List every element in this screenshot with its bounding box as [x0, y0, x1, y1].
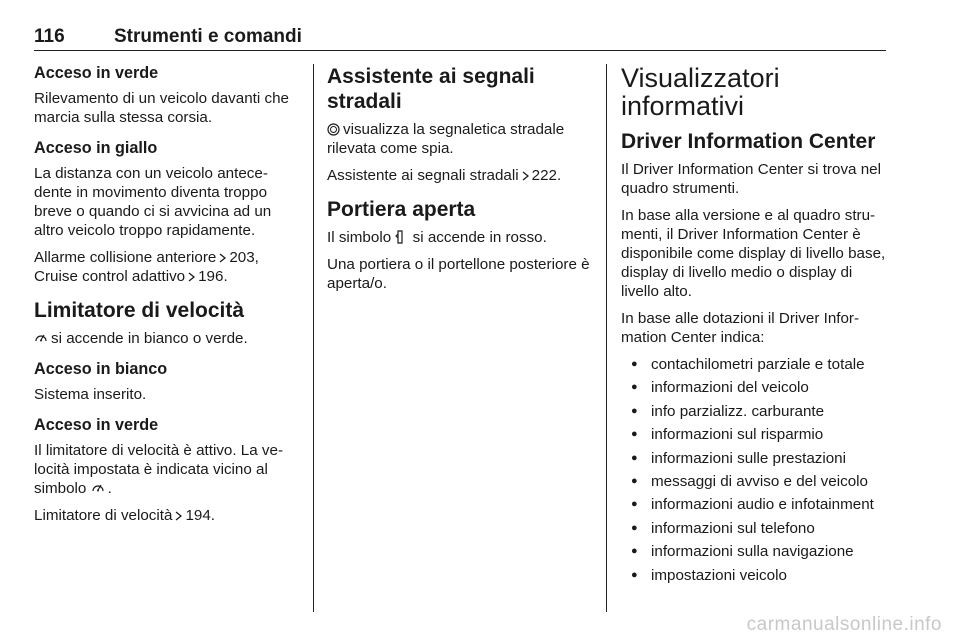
column-divider-2	[606, 64, 607, 612]
list-item: ● messaggi di avviso e del veicolo	[621, 472, 887, 491]
ref-link-collision[interactable]: Allarme collisione anteriore	[34, 249, 217, 266]
list-item: ● informazioni sulle prestazioni	[621, 449, 887, 468]
heading-traffic-sign-assistant: Assistente ai segnali stradali	[327, 65, 535, 113]
limiter-active-period: .	[107, 480, 112, 497]
door-text-a: Il simbolo	[327, 229, 392, 246]
paragraph-white-on: Sistema inserito.	[34, 386, 147, 403]
page-ref-arrow-icon	[175, 511, 182, 521]
subheading-white-on: Acceso in bianco	[34, 360, 168, 378]
cross-reference-paragraph	[34, 248, 302, 286]
heading-driver-info-center: Driver Information Center	[621, 130, 876, 153]
list-item: ● informazioni audio e infotainment	[621, 495, 887, 514]
page-ref-arrow-icon	[522, 171, 529, 181]
traffic-sign-icon	[327, 123, 340, 136]
speed-limiter-text: si accende in bianco o verde.	[51, 330, 248, 347]
page-number: 116	[34, 26, 65, 47]
limiter-active-text: Il limitatore di velocità è attivo. La ve-locità impostata è indicata vicino al simbolo	[34, 442, 284, 497]
list-item: ● impostazioni veicolo	[621, 566, 887, 585]
speed-limiter-icon	[91, 481, 105, 495]
speed-limiter-icon	[34, 331, 48, 345]
paragraph-dic-versions: In base alla versione e al quadro stru-menti, il Driver Information Center è disponibile come display di livello base, display di livello medio o display di livello alto.	[621, 207, 886, 300]
subheading-green-on: Acceso in verde	[34, 64, 159, 82]
paragraph-dic-location: Il Driver Information Center si trova nel quadro strumenti.	[621, 161, 881, 197]
list-item: ● informazioni del veicolo	[621, 378, 887, 397]
paragraph-door-symbol	[327, 228, 595, 247]
column-2	[327, 64, 595, 301]
door-text-b: si accende in rosso.	[412, 229, 547, 246]
paragraph-yellow-on: La distanza con un veicolo antece-dente in movimento diventa troppo breve o quando ci si avvicina ad un altro veicolo troppo rapidamente.	[34, 165, 272, 239]
ref-link-cruise[interactable]: Cruise control adattivo	[34, 268, 186, 285]
ref-page-collision: 203,	[229, 249, 259, 266]
traffic-sign-text: visualizza la segnaletica stradale rilevata come spia.	[327, 121, 565, 157]
ref-page-cruise: 196.	[198, 268, 228, 285]
subheading-yellow-on: Acceso in giallo	[34, 139, 158, 157]
subheading-green-on-2: Acceso in verde	[34, 416, 159, 434]
paragraph-traffic-sign	[327, 120, 595, 158]
cross-reference-traffic-sign	[327, 166, 595, 185]
list-item: ● info parzializz. carburante	[621, 402, 887, 421]
door-open-icon	[395, 230, 405, 244]
list-item: ● contachilometri parziale e totale	[621, 355, 887, 374]
list-item: ● informazioni sul telefono	[621, 519, 887, 538]
paragraph-door-open: Una portiera o il portellone posteriore è aperta/o.	[327, 256, 590, 292]
paragraph-speed-limiter	[34, 329, 302, 348]
watermark: carmanualsonline.info	[746, 614, 942, 635]
paragraph-dic-indicates: In base alle dotazioni il Driver Infor-mation Center indica:	[621, 310, 860, 346]
ref-link-limiter[interactable]: Limitatore di velocità	[34, 507, 173, 524]
cross-reference-limiter	[34, 506, 302, 525]
dic-feature-list	[621, 355, 887, 585]
heading-speed-limiter: Limitatore di velocità	[34, 299, 245, 322]
column-1	[34, 64, 302, 533]
page-header	[34, 26, 886, 51]
ref-page-limiter: 194.	[185, 507, 216, 524]
heading-info-displays: Visualizzatori informativi	[621, 63, 780, 121]
chapter-title: Strumenti e comandi	[114, 26, 302, 47]
list-item: ● informazioni sulla navigazione	[621, 542, 887, 561]
heading-door-open: Portiera aperta	[327, 198, 476, 221]
paragraph-limiter-active	[34, 441, 302, 498]
ref-link-traffic-sign[interactable]: Assistente ai segnali stradali	[327, 167, 519, 184]
page-ref-arrow-icon	[219, 253, 226, 263]
ref-page-traffic-sign: 222.	[531, 167, 562, 184]
list-item: ● informazioni sul risparmio	[621, 425, 887, 444]
column-3	[621, 64, 887, 589]
page-ref-arrow-icon	[188, 272, 195, 282]
column-divider-1	[313, 64, 314, 612]
paragraph-green-on: Rilevamento di un veicolo davanti che marcia sulla stessa corsia.	[34, 90, 289, 126]
